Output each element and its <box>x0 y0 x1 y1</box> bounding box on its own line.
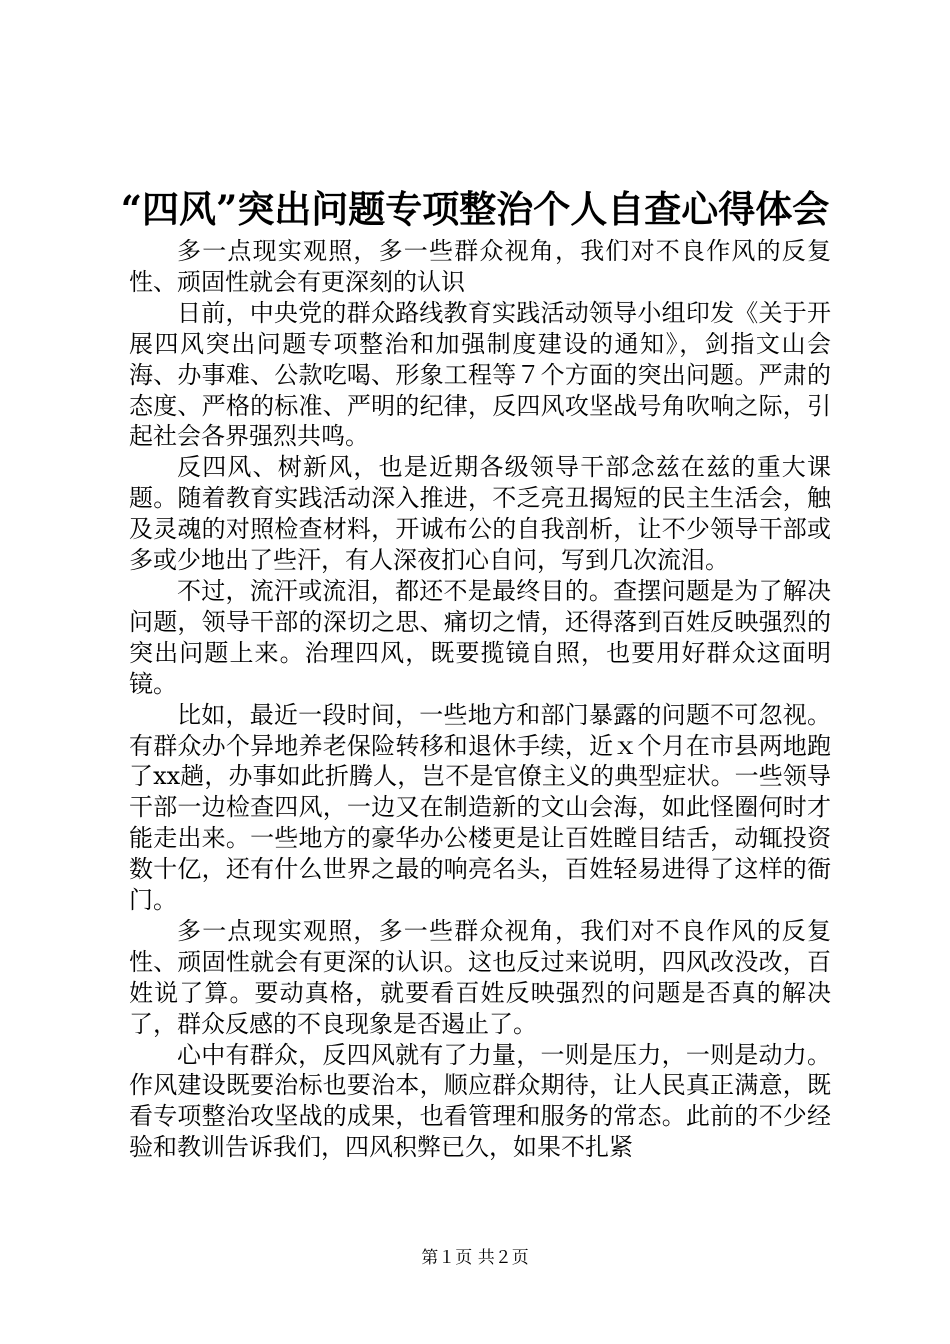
document-title: “四风”突出问题专项整治个人自查心得体会 <box>120 187 830 231</box>
paragraph: 反四风、树新风，也是近期各级领导干部念兹在兹的重大课题。随着教育实践活动深入推进，不乏亮丑揭短的民主生活会，触及灵魂的对照检查材料，开诚布公的自我剖析，让不少领导干部或多或少地出了些汗，有人深夜扪心自问，写到几次流泪。 <box>129 453 831 575</box>
paragraph: 不过，流汗或流泪，都还不是最终目的。查摆问题是为了解决问题，领导干部的深切之思、痛切之情，还得落到百姓反映强烈的突出问题上来。治理四风，既要揽镜自照，也要用好群众这面明镜。 <box>129 576 831 698</box>
paragraph: 多一点现实观照，多一些群众视角，我们对不良作风的反复性、顽固性就会有更深刻的认识 <box>129 237 831 296</box>
paragraph: 心中有群众，反四风就有了力量，一则是压力，一则是动力。作风建设既要治标也要治本，顺应群众期待，让人民真正满意，既看专项整治攻坚战的成果，也看管理和服务的常态。此前的不少经验和教训告诉我们，四风积弊已久，如果不扎紧 <box>129 1040 831 1162</box>
paragraph: 比如，最近一段时间，一些地方和部门暴露的问题不可忽视。有群众办个异地养老保险转移和退休手续，近ｘ个月在市县两地跑了xx趟，办事如此折腾人，岂不是官僚主义的典型症状。一些领导干部一边检查四风，一边又在制造新的文山会海，如此怪圈何时才能走出来。一些地方的豪华办公楼更是让百姓瞠目结舌，动辄投资数十亿，还有什么世界之最的响亮名头，百姓轻易进得了这样的衙门。 <box>129 700 831 915</box>
paragraph: 日前，中央党的群众路线教育实践活动领导小组印发《关于开展四风突出问题专项整治和加强制度建设的通知》，剑指文山会海、办事难、公款吃喝、形象工程等７个方面的突出问题。严肃的态度、严格的标准、严明的纪律，反四风攻坚战号角吹响之际，引起社会各界强烈共鸣。 <box>129 298 831 451</box>
document-body <box>129 236 831 1163</box>
page-footer: 第１页 共２页 <box>421 1248 529 1268</box>
paragraph: 多一点现实观照，多一些群众视角，我们对不良作风的反复性、顽固性就会有更深的认识。这也反过来说明，四风改没改，百姓说了算。要动真格，就要看百姓反映强烈的问题是否真的解决了，群众反感的不良现象是否遏止了。 <box>129 916 831 1038</box>
